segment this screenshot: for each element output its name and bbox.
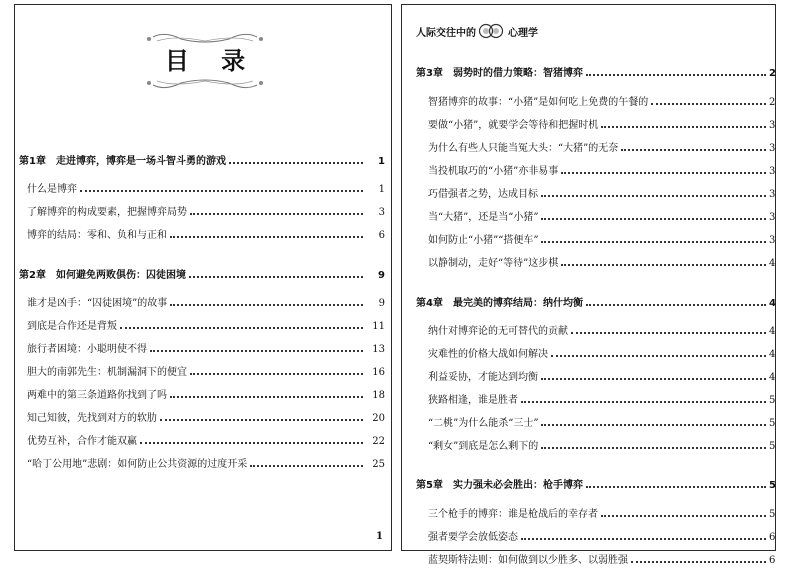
toc-page-number: 5	[769, 395, 776, 406]
toc-page-number: 3	[378, 207, 385, 218]
dot-leader	[521, 537, 766, 540]
entry-title: 当“大猪”，还是当“小猪”	[428, 212, 539, 223]
toc-entry-row[interactable]	[402, 386, 775, 406]
dot-leader	[551, 354, 766, 357]
chapter-title: 第5章 实力强未必会胜出：枪手博弈	[416, 480, 583, 491]
dot-leader	[541, 446, 766, 449]
toc-page-number: 1	[378, 184, 385, 195]
toc-page-number: 2	[769, 68, 776, 79]
chapter-title: 第3章 弱势时的借力策略：智猪博弈	[416, 68, 583, 79]
toc-page-number: 22	[372, 436, 385, 447]
toc-page-number: 3	[769, 235, 776, 246]
dot-leader	[160, 418, 363, 421]
entry-title: 什么是博弈	[27, 184, 77, 195]
chapter-title: 第1章 走进博弈，博弈是一场斗智斗勇的游戏	[19, 156, 226, 167]
dot-leader	[140, 441, 363, 444]
toc-entry-row[interactable]	[15, 381, 391, 401]
toc-entry-row[interactable]	[402, 523, 775, 543]
entry-title: 优势互补，合作才能双赢	[27, 436, 137, 447]
dot-leader	[601, 514, 766, 517]
header-book-title-part2: 心理学	[508, 27, 538, 39]
toc-page-number: 13	[372, 344, 385, 355]
toc-page-number: 5	[769, 509, 776, 520]
toc-entry-row[interactable]	[15, 221, 391, 241]
toc-entry-row[interactable]	[402, 157, 775, 177]
toc-title-block	[145, 31, 265, 91]
toc-entry-row[interactable]	[15, 312, 391, 332]
toc-page-number: 1	[378, 156, 385, 167]
entry-title: “二桃”为什么能杀“三士”	[428, 418, 539, 429]
toc-page-number: 11	[372, 321, 385, 332]
toc-page-number: 9	[378, 270, 385, 281]
dot-leader	[586, 485, 766, 488]
dot-leader	[170, 303, 363, 306]
toc-chapter-row[interactable]	[15, 261, 391, 281]
toc-chapter-row[interactable]	[15, 147, 391, 167]
toc-page-number: 18	[372, 390, 385, 401]
toc-page-number: 16	[372, 367, 385, 378]
toc-entry-row[interactable]	[15, 175, 391, 195]
entry-title: 灾难性的价格大战如何解决	[428, 349, 548, 360]
toc-page-number: 3	[769, 212, 776, 223]
dot-leader	[586, 303, 766, 306]
dot-leader	[150, 349, 363, 352]
dot-leader	[601, 125, 766, 128]
entry-title: “剩女”到底是怎么剩下的	[428, 441, 539, 452]
toc-page-number: 3	[769, 143, 776, 154]
left-page	[14, 4, 392, 551]
toc-entry-row[interactable]	[402, 134, 775, 154]
toc-entry-row[interactable]	[402, 88, 775, 108]
toc-page-number: 5	[769, 480, 776, 491]
entry-title: 为什么有些人只能当冤大头：“大猪”的无奈	[428, 143, 619, 154]
entry-title: 胆大的南郭先生：机制漏洞下的便宜	[27, 367, 187, 378]
dot-leader	[541, 423, 766, 426]
dot-leader	[631, 560, 766, 563]
dot-leader	[586, 73, 766, 76]
dot-leader	[190, 212, 363, 215]
entry-title: 巧借强者之势，达成目标	[428, 189, 538, 200]
toc-page-number: 6	[769, 555, 776, 566]
toc-chapter-row[interactable]	[402, 59, 775, 79]
dot-leader	[541, 194, 766, 197]
dot-leader	[561, 263, 766, 266]
header-book-title-part1: 人际交往中的	[416, 27, 476, 39]
dot-leader	[189, 275, 363, 278]
entry-title: “哈丁公用地”悲剧：如何防止公共资源的过度开采	[27, 459, 248, 470]
toc-entry-row[interactable]	[402, 317, 775, 337]
toc-entry-row[interactable]	[402, 249, 775, 269]
entry-title: 要做“小猪”，就要学会等待和把握时机	[428, 120, 599, 131]
entry-title: 如何防止“小猪”“搭便车”	[428, 235, 539, 246]
toc-entry-row[interactable]	[402, 432, 775, 452]
toc-entry-row[interactable]	[15, 335, 391, 355]
entry-title: 狭路相逢，谁是胜者	[428, 395, 518, 406]
toc-page-number: 4	[769, 349, 776, 360]
entry-title: 谁才是凶手：“囚徒困境”的故事	[27, 298, 168, 309]
right-page	[401, 4, 776, 566]
toc-page-number: 4	[769, 258, 776, 269]
toc-page-number: 5	[769, 418, 776, 429]
toc-page-number: 6	[769, 532, 776, 543]
toc-page-number: 4	[769, 326, 776, 337]
toc-page-number: 3	[769, 166, 776, 177]
toc-chapter-row[interactable]	[402, 289, 775, 309]
toc-entry-row[interactable]	[402, 500, 775, 520]
entry-title: 纳什对博弈论的无可替代的贡献	[428, 326, 568, 337]
toc-entry-row[interactable]	[402, 363, 775, 383]
entry-title: 三个枪手的博弈：谁是枪战后的幸存者	[428, 509, 598, 520]
toc-entry-row[interactable]	[402, 409, 775, 429]
toc-entry-row[interactable]	[15, 450, 391, 470]
toc-entry-row[interactable]	[15, 427, 391, 447]
toc-entry-row[interactable]	[402, 111, 775, 131]
toc-entry-row[interactable]	[15, 198, 391, 218]
dot-leader	[541, 217, 766, 220]
toc-page-number: 3	[769, 120, 776, 131]
toc-page-number: 9	[378, 298, 385, 309]
toc-entry-row[interactable]	[402, 203, 775, 223]
entry-title: 了解博弈的构成要素，把握博弈局势	[27, 207, 187, 218]
dot-leader	[651, 102, 766, 105]
dot-leader	[120, 326, 363, 329]
page-title: 目 录	[164, 47, 258, 75]
entry-title: 以静制动，走好“等待”这步棋	[428, 258, 559, 269]
entry-title: 博弈的结局：零和、负和与正和	[27, 230, 167, 241]
dot-leader	[571, 331, 766, 334]
dot-leader	[561, 171, 766, 174]
book-logo-icon	[478, 23, 504, 39]
entry-title: 知己知彼，先找到对方的软肋	[27, 413, 157, 424]
toc-page-number: 25	[372, 459, 385, 470]
toc-chapter-row[interactable]	[402, 471, 775, 491]
toc-page-number: 5	[769, 441, 776, 452]
entry-title: 两难中的第三条道路你找到了吗	[27, 390, 167, 401]
chapter-title: 第4章 最完美的博弈结局：纳什均衡	[416, 298, 583, 309]
entry-title: 利益妥协，才能达到均衡	[428, 372, 538, 383]
toc-entry-row[interactable]	[15, 358, 391, 378]
dot-leader	[521, 400, 766, 403]
dot-leader	[250, 464, 363, 467]
toc-entry-row[interactable]	[402, 226, 775, 246]
entry-title: 到底是合作还是背叛	[27, 321, 117, 332]
entry-title: 旅行者困境：小聪明使不得	[27, 344, 147, 355]
entry-title: 当投机取巧的“小猪”亦非易事	[428, 166, 559, 177]
dot-leader	[621, 148, 766, 151]
toc-page-number: 4	[769, 372, 776, 383]
running-header	[416, 23, 538, 39]
toc-page-number: 4	[769, 298, 776, 309]
toc-page-number: 6	[378, 230, 385, 241]
dot-leader	[541, 240, 766, 243]
toc-entry-row[interactable]	[15, 404, 391, 424]
toc-page-number: 3	[769, 189, 776, 200]
dot-leader	[229, 161, 363, 164]
entry-title: 强者要学会放低姿态	[428, 532, 518, 543]
dot-leader	[170, 235, 363, 238]
entry-title: 智猪博弈的故事：“小猪”是如何吃上免费的午餐的	[428, 97, 649, 108]
toc-entry-row[interactable]	[402, 546, 775, 566]
toc-entry-row[interactable]	[15, 289, 391, 309]
dot-leader	[541, 377, 766, 380]
chapter-title: 第2章 如何避免两败俱伤：囚徒困境	[19, 270, 186, 281]
toc-entry-row[interactable]	[402, 340, 775, 360]
toc-page-number: 20	[372, 413, 385, 424]
page-number: 1	[376, 531, 383, 542]
dot-leader	[190, 372, 363, 375]
toc-page-number: 2	[769, 97, 776, 108]
entry-title: 蓝契斯特法则：如何做到以少胜多、以弱胜强	[428, 555, 628, 566]
toc-entry-row[interactable]	[402, 180, 775, 200]
dot-leader	[80, 189, 363, 192]
dot-leader	[170, 395, 363, 398]
